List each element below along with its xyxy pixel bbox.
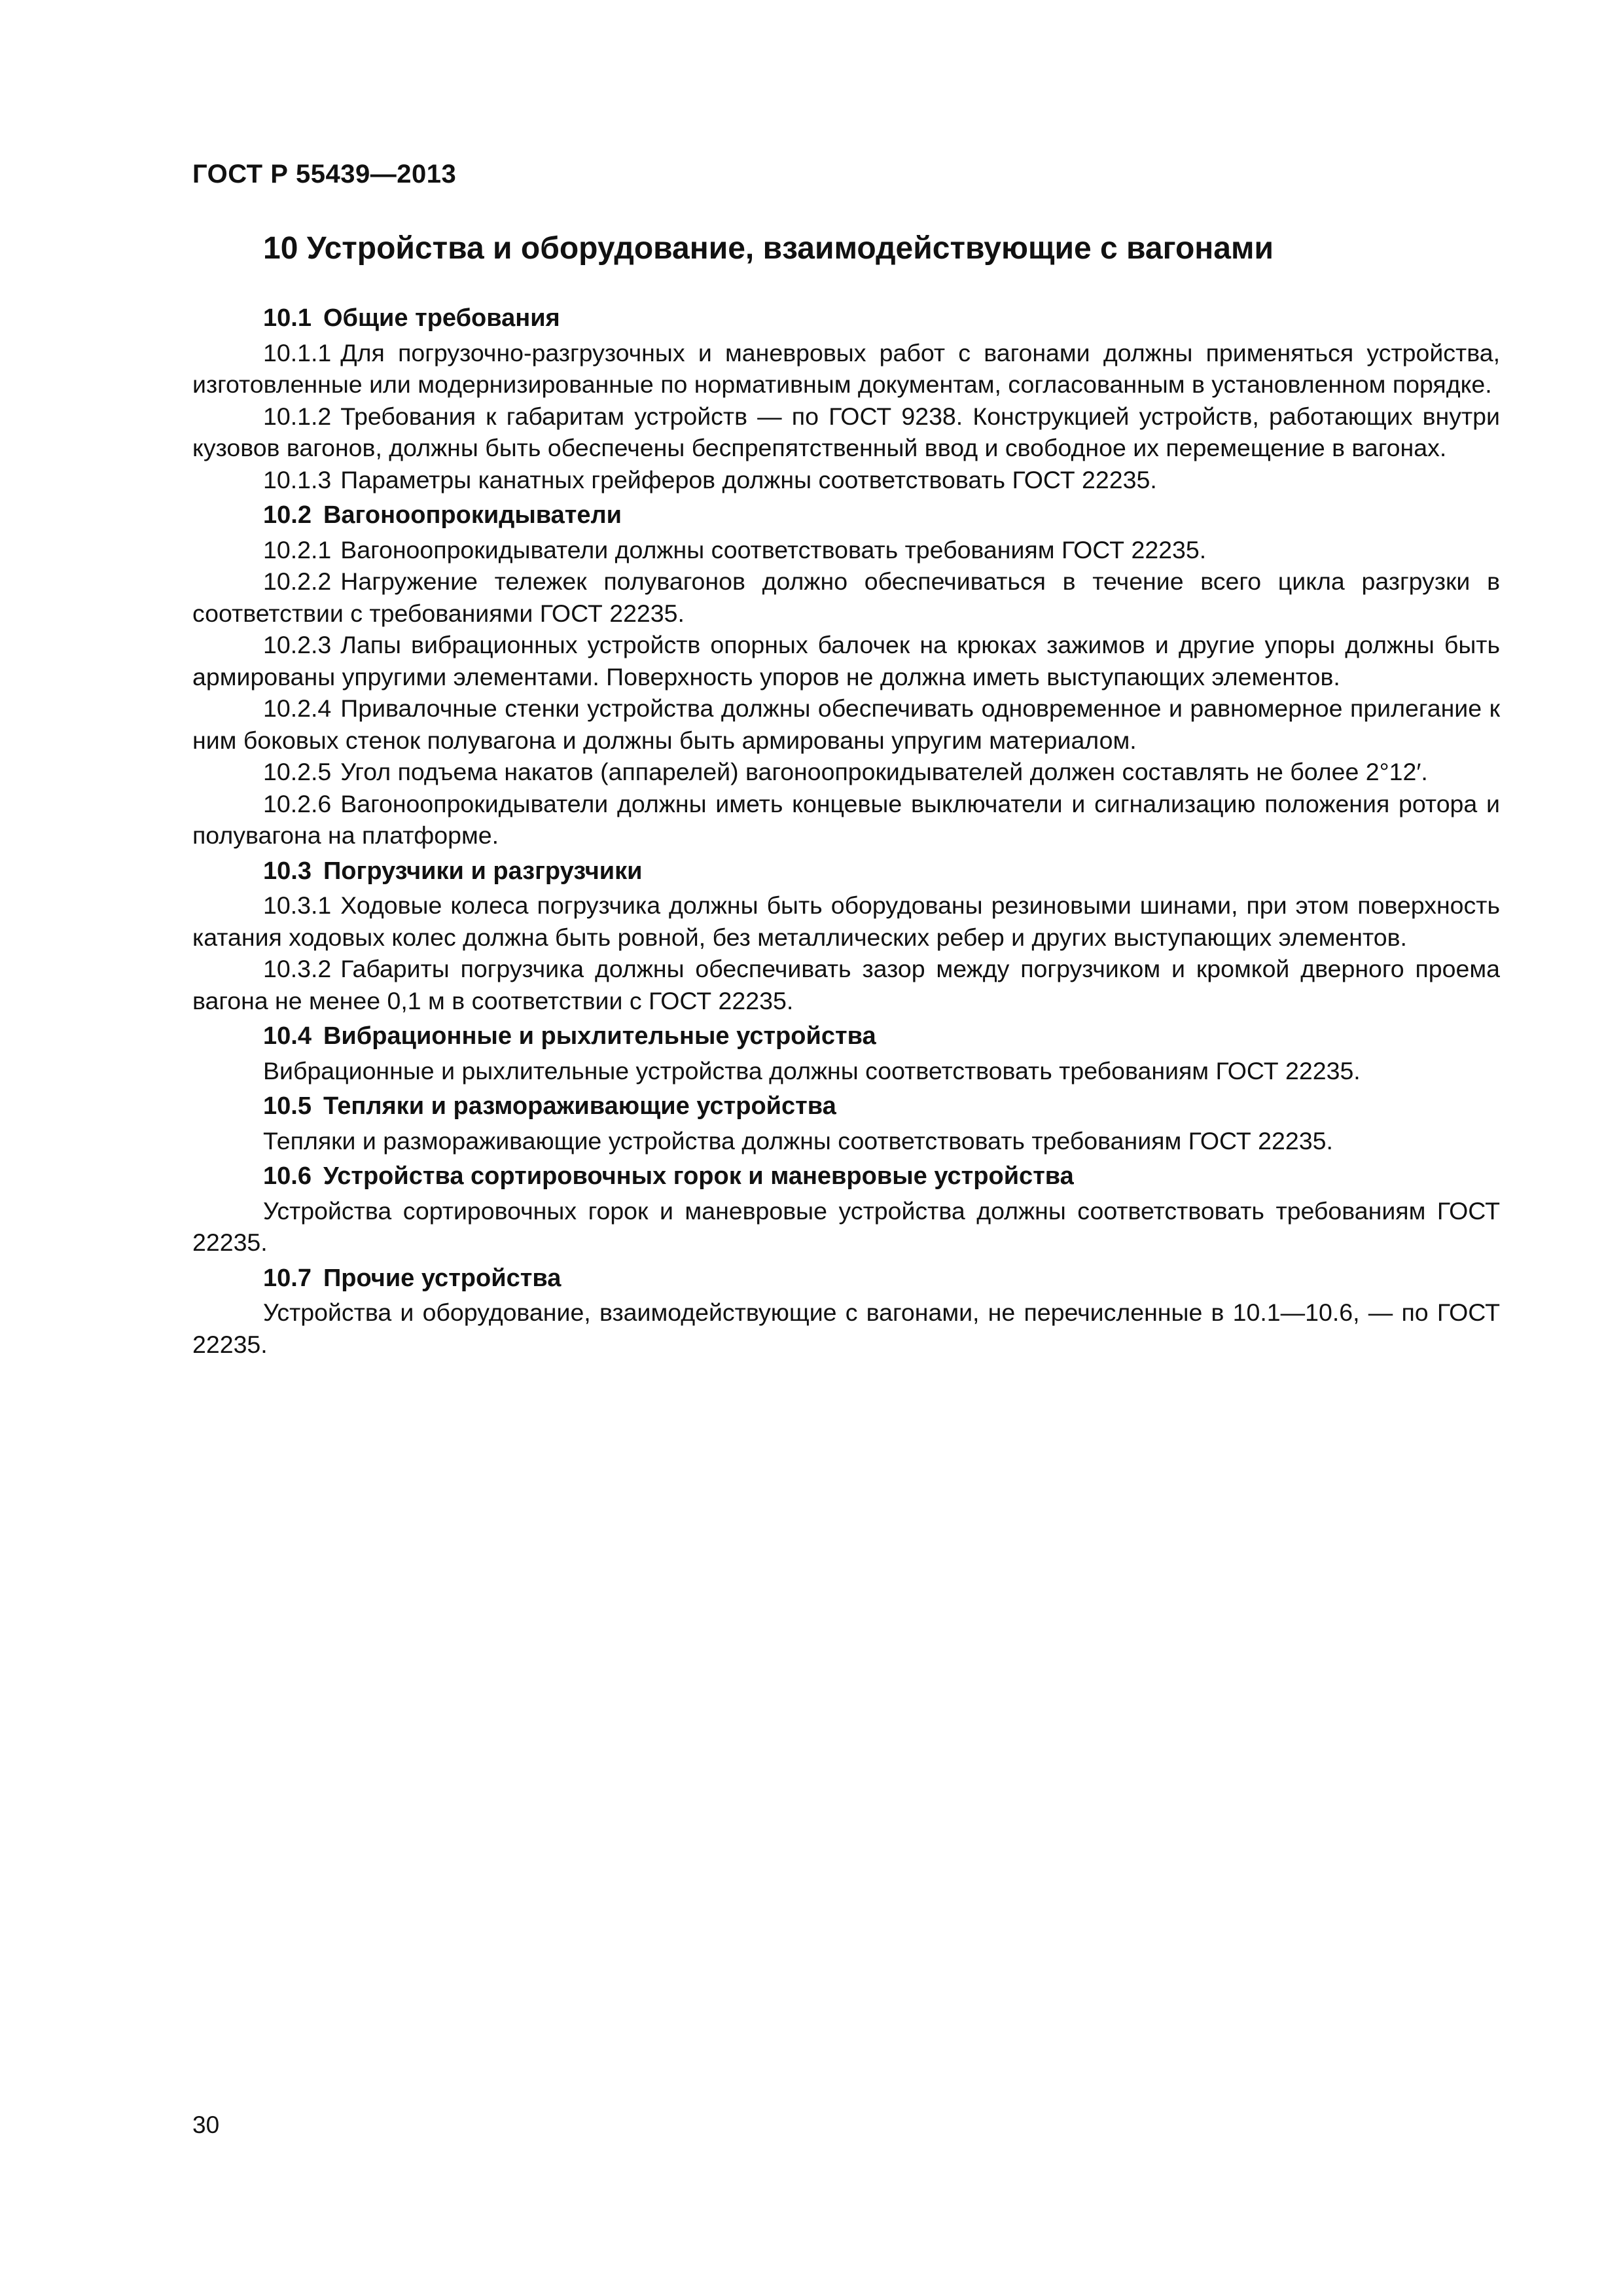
section-title: Вагоноопрокидыватели [323,501,622,529]
section-title: Устройства сортировочных горок и маневровые устройства [323,1162,1074,1190]
page-number: 30 [192,2111,220,2138]
paragraph [192,1055,1500,1087]
paragraph-text: Параметры канатных грейферов должны соответствовать ГОСТ 22235. [340,465,1157,493]
section-title: Прочие устройства [323,1264,562,1292]
paragraph-text: Устройства сортировочных горок и маневровые устройства должны соответствовать требованиям ГОСТ 22235. [192,1196,1500,1256]
paragraph [192,629,1500,692]
paragraph-number: 10.3.1 [263,891,332,919]
paragraph [192,337,1500,401]
paragraph [192,692,1500,756]
section-title: Тепляки и размораживающие устройства [323,1092,836,1120]
chapter-title: 10 Устройства и оборудование, взаимодействующие с вагонами [263,231,1274,266]
paragraph [192,756,1500,788]
paragraph-number: 10.2.1 [263,535,332,564]
paragraph [192,565,1500,629]
paragraph [192,534,1500,566]
document-body [192,229,1500,1360]
section-number: 10.3 [263,857,312,885]
paragraph [192,788,1500,852]
paragraph-text: Ходовые колеса погрузчика должны быть оборудованы резиновыми шинами, при этом поверхность катания ходовых колес должна быть ровной, без металлических ребер и других выступающих элементов. [192,891,1500,951]
paragraph [192,1195,1500,1259]
paragraph-text: Угол подъема накатов (аппарелей) вагоноопрокидывателей должен составлять не более 2°12′. [340,758,1428,785]
section-heading [192,1160,1500,1193]
paragraph-number: 10.1.2 [263,402,332,430]
paragraph [192,953,1500,1016]
section-number: 10.1 [263,304,312,332]
paragraph-number: 10.2.6 [263,789,332,817]
section-number: 10.6 [263,1162,312,1190]
section-number: 10.7 [263,1264,312,1292]
section-10-6 [192,1160,1500,1259]
section-10-5 [192,1090,1500,1157]
paragraph-text: Вагоноопрокидыватели должны соответствовать требованиям ГОСТ 22235. [340,535,1207,564]
section-heading [192,1263,1500,1295]
paragraph-text: Вагоноопрокидыватели должны иметь концевые выключатели и сигнализацию положения ротора и полувагона на платформе. [192,789,1500,849]
paragraph-text: Устройства и оборудование, взаимодействующие с вагонами, не перечисленные в 10.1—10.6, — по ГОСТ 22235. [192,1299,1500,1358]
paragraph [192,1125,1500,1157]
paragraph-number: 10.1.3 [263,465,332,493]
paragraph [192,1297,1500,1360]
paragraph-number: 10.3.2 [263,955,332,982]
section-10-4 [192,1020,1500,1086]
paragraph-number: 10.2.4 [263,694,332,722]
paragraph-text: Лапы вибрационных устройств опорных балочек на крюках зажимов и другие упоры должны быть армированы упругими элементами. Поверхность упоров не должна иметь выступающих элементов. [192,631,1500,691]
paragraph-text: Для погрузочно-разгрузочных и маневровых работ с вагонами должны применяться устройства, изготовленные или модернизированные по нормативным документам, согласованным в установленном порядке. [192,338,1500,398]
section-number: 10.5 [263,1092,312,1120]
section-10-2 [192,499,1500,852]
paragraph-text: Габариты погрузчика должны обеспечивать зазор между погрузчиком и кромкой дверного проема вагона не менее 0,1 м в соответствии с ГОСТ 22235. [192,955,1500,1014]
section-10-7 [192,1263,1500,1361]
paragraph-number: 10.1.1 [263,338,332,367]
paragraph-text: Вибрационные и рыхлительные устройства должны соответствовать требованиям ГОСТ 22235. [263,1056,1361,1085]
section-heading [192,499,1500,531]
section-10-3 [192,855,1500,1017]
section-heading [192,1090,1500,1122]
section-heading [192,855,1500,888]
section-heading [192,302,1500,334]
paragraph-text: Привалочные стенки устройства должны обеспечивать одновременное и равномерное прилегание к ним боковых стенок полувагона и должны быть армированы упругим материалом. [192,694,1500,754]
paragraph [192,401,1500,464]
paragraph [192,889,1500,953]
section-number: 10.4 [263,1022,312,1050]
section-10-1 [192,302,1500,495]
paragraph [192,464,1500,496]
section-title: Вибрационные и рыхлительные устройства [323,1022,876,1050]
section-title: Погрузчики и разгрузчики [323,857,643,885]
paragraph-text: Требования к габаритам устройств — по ГОСТ 9238. Конструкцией устройств, работающих внутри кузовов вагонов, должны быть обеспечены беспрепятственный ввод и свободное их перемещение в вагонах. [192,402,1500,461]
paragraph-number: 10.2.3 [263,631,332,658]
paragraph-text: Тепляки и размораживающие устройства должны соответствовать требованиям ГОСТ 22235. [263,1126,1333,1155]
section-heading [192,1020,1500,1052]
document-code-header: ГОСТ Р 55439—2013 [192,160,457,188]
section-title: Общие требования [323,304,560,332]
paragraph-number: 10.2.5 [263,758,332,785]
paragraph-text: Нагружение тележек полувагонов должно обеспечиваться в течение всего цикла разгрузки в соответствии с требованиями ГОСТ 22235. [192,567,1500,627]
paragraph-number: 10.2.2 [263,567,332,595]
section-number: 10.2 [263,501,312,529]
